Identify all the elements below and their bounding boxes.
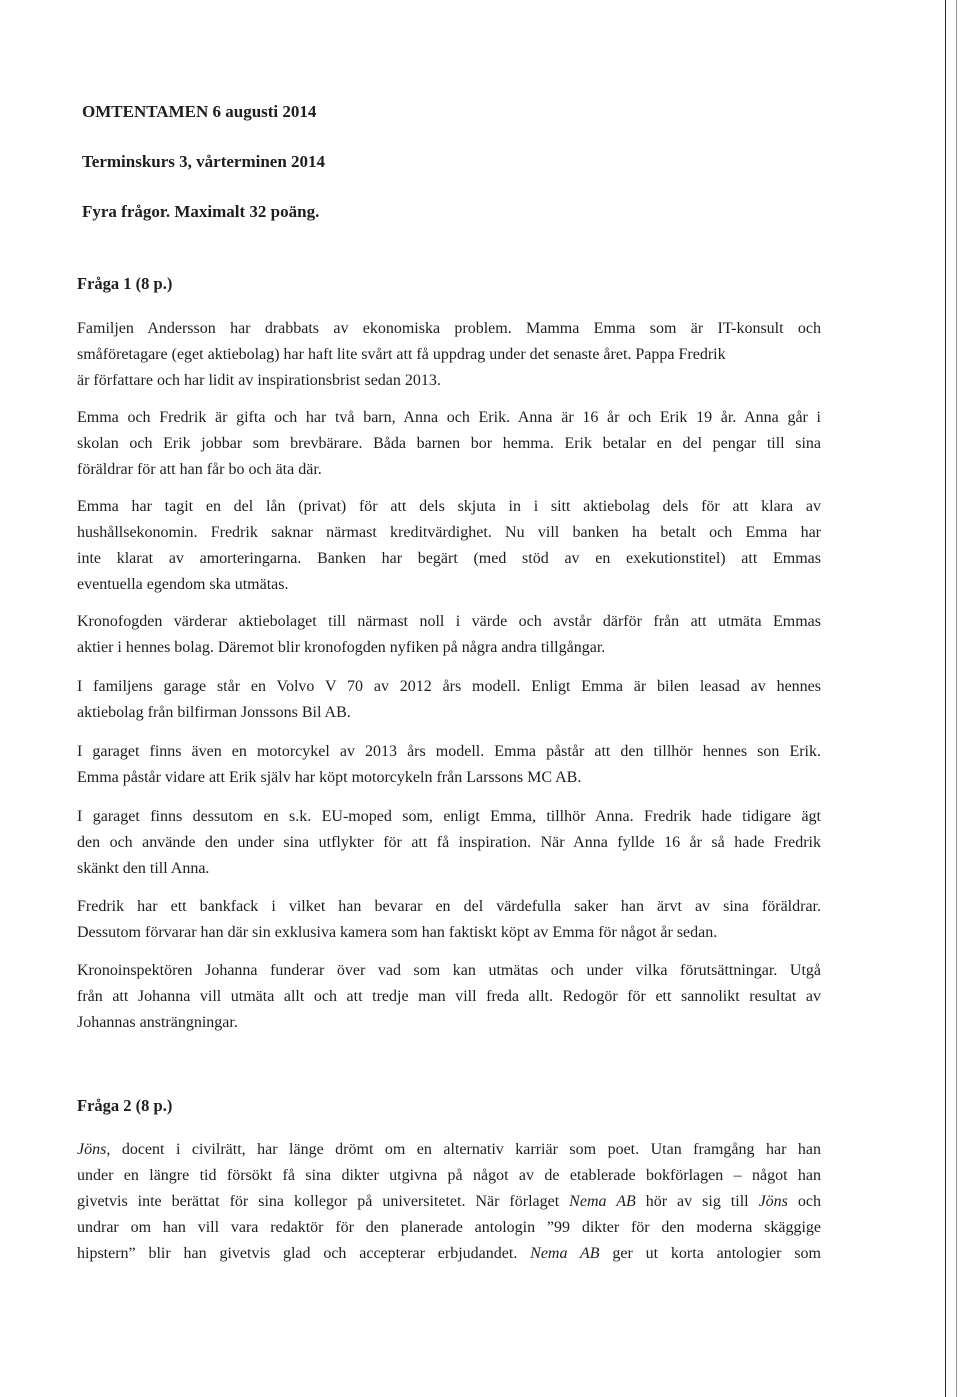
person-name: Jöns bbox=[77, 1141, 107, 1158]
exam-info: Fyra frågor. Maximalt 32 poäng. bbox=[82, 202, 320, 221]
text-line: Kronofogden värderar aktiebolaget till närmast noll i värde och avstår därför från att utmäta Emmas bbox=[77, 613, 821, 630]
publisher-name: Nema AB bbox=[530, 1245, 600, 1262]
text-line: eventuella egendom ska utmätas. bbox=[77, 576, 289, 593]
text-line: föräldrar för att han får bo och äta där. bbox=[77, 461, 322, 478]
text-line: undrar om han vill vara redaktör för den planerade antologin ”99 dikter för den moderna skäggige bbox=[77, 1219, 821, 1236]
text-line: från att Johanna vill utmäta allt och att tredje man vill freda allt. Redogör för ett sannolikt resultat av bbox=[77, 988, 821, 1005]
q1-paragraph-9 bbox=[77, 958, 821, 1036]
text-fragment: givetvis inte berättat för sina kollegor på universitetet. När förlaget bbox=[77, 1193, 570, 1210]
text-line: Emma och Fredrik är gifta och har två barn, Anna och Erik. Anna är 16 år och Erik 19 år. Anna går i bbox=[77, 409, 821, 426]
text-fragment: och bbox=[787, 1193, 821, 1210]
q1-paragraph-6 bbox=[77, 739, 821, 791]
text-line: Fredrik har ett bankfack i vilket han bevarar en del värdefulla saker han ärvt av sina föräldrar. bbox=[77, 898, 821, 915]
text-line: I garaget finns även en motorcykel av 2013 års modell. Emma påstår att den tillhör hennes son Erik. bbox=[77, 743, 821, 760]
text-fragment: ger ut korta antologier som bbox=[599, 1245, 821, 1262]
page-edge-line bbox=[945, 0, 946, 1397]
text-fragment: hör av sig till bbox=[635, 1193, 759, 1210]
question-2-heading: Fråga 2 (8 p.) bbox=[77, 1096, 173, 1115]
text-line: Emma har tagit en del lån (privat) för att dels skjuta in i sitt aktiebolag dels för att klara av bbox=[77, 498, 821, 515]
text-line: småföretagare (eget aktiebolag) har haft lite svårt att få uppdrag under det senaste året. Pappa Fredrik bbox=[77, 346, 726, 363]
publisher-name: Nema AB bbox=[569, 1193, 636, 1210]
text-fragment: hipstern” blir han givetvis glad och accepterar erbjudandet. bbox=[77, 1245, 531, 1262]
text-line: aktier i hennes bolag. Däremot blir kronofogden nyfiken på några andra tillgångar. bbox=[77, 639, 606, 656]
q1-paragraph-5 bbox=[77, 674, 821, 726]
text-line: Johannas ansträngningar. bbox=[77, 1014, 238, 1031]
text-line: Dessutom förvarar han där sin exklusiva kamera som han faktiskt köpt av Emma för något år sedan. bbox=[77, 924, 718, 941]
text-line: skolan och Erik jobbar som brevbärare. Båda barnen bor hemma. Erik betalar en del pengar till sina bbox=[77, 435, 821, 452]
text-line: den och använde den under sina utflykter för att få inspiration. När Anna fyllde 16 år så hade Fredrik bbox=[77, 834, 821, 851]
text-line: hushållsekonomin. Fredrik saknar närmast kreditvärdighet. Nu vill banken ha betalt och Emma har bbox=[77, 524, 821, 541]
text-fragment: , docent i civilrätt, har länge drömt om en alternativ karriär som poet. Utan framgång har han bbox=[106, 1141, 821, 1158]
course-info: Terminskurs 3, vårterminen 2014 bbox=[82, 152, 326, 171]
q1-paragraph-2 bbox=[77, 405, 821, 483]
text-line: Emma påstår vidare att Erik själv har köpt motorcykeln från Larssons MC AB. bbox=[77, 769, 582, 786]
text-line: aktiebolag från bilfirman Jonssons Bil AB. bbox=[77, 704, 351, 721]
text-line: I garaget finns dessutom en s.k. EU-moped som, enligt Emma, tillhör Anna. Fredrik hade tidigare ägt bbox=[77, 808, 821, 825]
text-line bbox=[77, 1241, 821, 1267]
q1-paragraph-3 bbox=[77, 494, 821, 598]
text-line: Familjen Andersson har drabbats av ekonomiska problem. Mamma Emma som är IT-konsult och bbox=[77, 320, 821, 337]
text-line bbox=[77, 1137, 821, 1163]
exam-title: OMTENTAMEN 6 augusti 2014 bbox=[82, 102, 317, 121]
person-name: Jöns bbox=[758, 1193, 788, 1210]
page-edge-line-secondary bbox=[956, 0, 957, 1397]
q1-paragraph-4 bbox=[77, 609, 821, 661]
text-line: under en längre tid försökt få sina dikter utgivna på något av de etablerade bokförlagen – något han bbox=[77, 1167, 821, 1184]
text-line: Kronoinspektören Johanna funderar över vad som kan utmätas och under vilka förutsättningar. Utgå bbox=[77, 962, 821, 979]
question-1-heading: Fråga 1 (8 p.) bbox=[77, 274, 173, 293]
q1-paragraph-8 bbox=[77, 894, 821, 946]
q1-paragraph-7 bbox=[77, 804, 821, 882]
text-line: inte klarat av amorteringarna. Banken har begärt (med stöd av en exekutionstitel) att Emmas bbox=[77, 550, 821, 567]
text-line: är författare och har lidit av inspirationsbrist sedan 2013. bbox=[77, 372, 441, 389]
q2-paragraph-1 bbox=[77, 1137, 821, 1267]
q1-paragraph-1 bbox=[77, 316, 821, 394]
text-line: I familjens garage står en Volvo V 70 av 2012 års modell. Enligt Emma är bilen leasad av hennes bbox=[77, 678, 821, 695]
text-line: skänkt den till Anna. bbox=[77, 860, 210, 877]
text-line bbox=[77, 1189, 821, 1215]
